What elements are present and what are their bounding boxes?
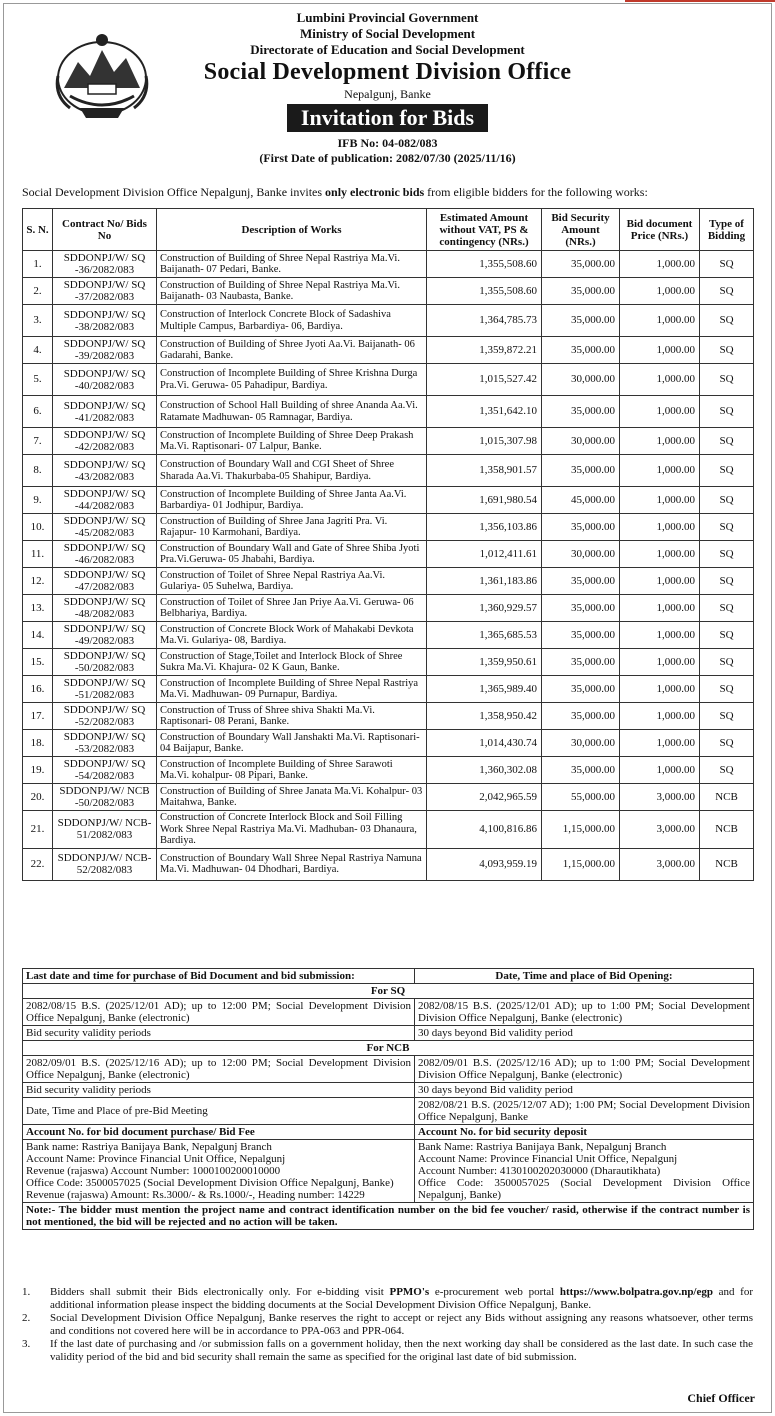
row-bidding-type: SQ xyxy=(700,251,754,278)
row-document-price: 1,000.00 xyxy=(620,514,700,541)
list-item-number: 3. xyxy=(22,1338,31,1350)
row-document-price: 1,000.00 xyxy=(620,278,700,305)
table-row xyxy=(23,541,754,568)
row-description: Construction of Building of Shree Nepal Rastriya Ma.Vi. Baijanath- 07 Pedari, Banke. xyxy=(157,251,427,278)
row-bid-security: 35,000.00 xyxy=(542,305,620,337)
row-description: Construction of Incomplete Building of Shree Nepal Rastriya Ma.Vi. Madhuwan- 09 Purnapur, Bardiya. xyxy=(157,676,427,703)
row-sn: 12. xyxy=(23,568,53,595)
row-bid-security: 55,000.00 xyxy=(542,784,620,811)
row-contract-no: SDDONPJ/W/ SQ -40/2082/083 xyxy=(53,364,157,396)
row-bid-security: 35,000.00 xyxy=(542,337,620,364)
row-contract-no: SDDONPJ/W/ SQ -54/2082/083 xyxy=(53,757,157,784)
intro-text-emphasis: only electronic bids xyxy=(325,185,425,199)
fee-account-number: Revenue (rajaswa) Account Number: 1000100200010000 xyxy=(26,1165,281,1177)
row-bid-security: 30,000.00 xyxy=(542,730,620,757)
sq-validity-value: 30 days beyond Bid validity period xyxy=(415,1026,754,1041)
sq-validity-label: Bid security validity periods xyxy=(23,1026,415,1041)
row-document-price: 1,000.00 xyxy=(620,251,700,278)
row-bid-security: 1,15,000.00 xyxy=(542,811,620,849)
row-estimated-amount: 2,042,965.59 xyxy=(427,784,542,811)
office-location: Nepalgunj, Banke xyxy=(344,87,431,101)
office-title: Social Development Division Office xyxy=(203,59,572,85)
row-document-price: 1,000.00 xyxy=(620,364,700,396)
row-sn: 16. xyxy=(23,676,53,703)
fee-account-details xyxy=(23,1140,415,1203)
bid-info-table xyxy=(22,968,754,1230)
col-header-description: Description of Works xyxy=(157,209,427,251)
table-row xyxy=(23,455,754,487)
row-contract-no: SDDONPJ/W/ SQ -48/2082/083 xyxy=(53,595,157,622)
row-sn: 9. xyxy=(23,487,53,514)
opening-heading: Date, Time and place of Bid Opening: xyxy=(415,969,754,984)
col-header-contract: Contract No/ Bids No xyxy=(53,209,157,251)
row-sn: 14. xyxy=(23,622,53,649)
row-bidding-type: SQ xyxy=(700,305,754,337)
row-document-price: 1,000.00 xyxy=(620,455,700,487)
row-estimated-amount: 1,359,950.61 xyxy=(427,649,542,676)
row-estimated-amount: 1,365,989.40 xyxy=(427,676,542,703)
row-bid-security: 35,000.00 xyxy=(542,251,620,278)
row-bidding-type: SQ xyxy=(700,278,754,305)
list-item xyxy=(22,1338,753,1363)
row-document-price: 1,000.00 xyxy=(620,757,700,784)
row-estimated-amount: 1,014,430.74 xyxy=(427,730,542,757)
table-row xyxy=(23,337,754,364)
deposit-account-heading: Account No. for bid security deposit xyxy=(415,1125,754,1140)
row-contract-no: SDDONPJ/W/ SQ -46/2082/083 xyxy=(53,541,157,568)
row-bid-security: 35,000.00 xyxy=(542,455,620,487)
fee-bank-name: Bank name: Rastriya Banijaya Bank, Nepalgunj Branch xyxy=(26,1141,272,1153)
table-row xyxy=(23,622,754,649)
row-document-price: 1,000.00 xyxy=(620,428,700,455)
table-row xyxy=(23,784,754,811)
row-contract-no: SDDONPJ/W/ SQ -45/2082/083 xyxy=(53,514,157,541)
invitation-banner: Invitation for Bids xyxy=(287,104,488,132)
list-item-text-part: e-procurement web portal xyxy=(429,1286,560,1298)
row-document-price: 1,000.00 xyxy=(620,396,700,428)
row-bid-security: 35,000.00 xyxy=(542,676,620,703)
row-bid-security: 35,000.00 xyxy=(542,396,620,428)
table-row xyxy=(23,396,754,428)
deposit-bank-name: Bank Name: Rastriya Banijaya Bank, Nepalgunj Branch xyxy=(418,1141,667,1153)
row-description: Construction of Building of Shree Jana Jagriti Pra. Vi. Rajapur- 10 Karmohani, Bardiya. xyxy=(157,514,427,541)
document-header xyxy=(0,10,775,166)
row-sn: 2. xyxy=(23,278,53,305)
row-sn: 21. xyxy=(23,811,53,849)
row-sn: 7. xyxy=(23,428,53,455)
row-bid-security: 45,000.00 xyxy=(542,487,620,514)
row-document-price: 1,000.00 xyxy=(620,730,700,757)
row-document-price: 1,000.00 xyxy=(620,337,700,364)
ifb-number: IFB No: 04-082/083 xyxy=(337,136,438,150)
row-description: Construction of Interlock Concrete Block of Sadashiva Multiple Campus, Barbardiya- 06, Bardiya. xyxy=(157,305,427,337)
row-document-price: 1,000.00 xyxy=(620,305,700,337)
row-bidding-type: NCB xyxy=(700,811,754,849)
row-estimated-amount: 1,355,508.60 xyxy=(427,278,542,305)
ncb-submission-deadline: 2082/09/01 B.S. (2025/12/16 AD); up to 12:00 PM; Social Development Division Office Nepalgunj, Banke (electronic) xyxy=(23,1056,415,1083)
publication-date: (First Date of publication: 2082/07/30 (2025/11/16) xyxy=(259,151,516,165)
row-estimated-amount: 1,015,527.42 xyxy=(427,364,542,396)
table-row xyxy=(23,757,754,784)
col-header-estimate: Estimated Amount without VAT, PS & contingency (NRs.) xyxy=(427,209,542,251)
ministry-name: Ministry of Social Development xyxy=(299,26,476,41)
row-contract-no: SDDONPJ/W/ SQ -37/2082/083 xyxy=(53,278,157,305)
row-bidding-type: SQ xyxy=(700,730,754,757)
row-description: Construction of Building of Shree Jyoti Aa.Vi. Baijanath- 06 Gadarahi, Banke. xyxy=(157,337,427,364)
sq-opening-time: 2082/08/15 B.S. (2025/12/01 AD); up to 1:00 PM; Social Development Division Office Nepalgunj, Banke (electronic) xyxy=(415,999,754,1026)
row-contract-no: SDDONPJ/W/ NCB -50/2082/083 xyxy=(53,784,157,811)
row-bidding-type: SQ xyxy=(700,428,754,455)
row-estimated-amount: 1,015,307.98 xyxy=(427,428,542,455)
government-name: Lumbini Provincial Government xyxy=(296,10,479,25)
row-bid-security: 35,000.00 xyxy=(542,703,620,730)
table-row xyxy=(23,595,754,622)
row-contract-no: SDDONPJ/W/ SQ -52/2082/083 xyxy=(53,703,157,730)
prebid-label: Date, Time and Place of pre-Bid Meeting xyxy=(23,1098,415,1125)
table-row xyxy=(23,278,754,305)
row-bidding-type: SQ xyxy=(700,541,754,568)
row-description: Construction of Concrete Block Work of Mahakabi Devkota Ma.Vi. Gulariya- 08, Bardiya. xyxy=(157,622,427,649)
deposit-office-code: Office Code: 3500057025 (Social Development Division Office Nepalgunj, Banke) xyxy=(418,1177,750,1201)
row-bidding-type: SQ xyxy=(700,703,754,730)
intro-text-start: Social Development Division Office Nepalgunj, Banke invites xyxy=(22,185,326,199)
row-document-price: 1,000.00 xyxy=(620,649,700,676)
row-sn: 22. xyxy=(23,848,53,880)
row-estimated-amount: 1,358,901.57 xyxy=(427,455,542,487)
row-bid-security: 1,15,000.00 xyxy=(542,848,620,880)
row-bid-security: 30,000.00 xyxy=(542,364,620,396)
table-row xyxy=(23,428,754,455)
deposit-account-details xyxy=(415,1140,754,1203)
row-contract-no: SDDONPJ/W/ SQ -53/2082/083 xyxy=(53,730,157,757)
row-sn: 5. xyxy=(23,364,53,396)
row-sn: 20. xyxy=(23,784,53,811)
directorate-name: Directorate of Education and Social Development xyxy=(250,42,525,57)
row-estimated-amount: 1,691,980.54 xyxy=(427,487,542,514)
row-bid-security: 35,000.00 xyxy=(542,622,620,649)
intro-paragraph xyxy=(22,186,762,200)
row-bidding-type: SQ xyxy=(700,676,754,703)
top-accent-line xyxy=(625,0,775,2)
table-row xyxy=(23,305,754,337)
row-description: Construction of Boundary Wall and CGI Sheet of Shree Sharada Aa.Vi. Thakurbaba-05 Shahipur, Bardiya. xyxy=(157,455,427,487)
row-estimated-amount: 1,361,183.86 xyxy=(427,568,542,595)
row-bidding-type: NCB xyxy=(700,848,754,880)
row-contract-no: SDDONPJ/W/ SQ -36/2082/083 xyxy=(53,251,157,278)
row-sn: 10. xyxy=(23,514,53,541)
row-bidding-type: SQ xyxy=(700,622,754,649)
row-contract-no: SDDONPJ/W/ SQ -38/2082/083 xyxy=(53,305,157,337)
row-bid-security: 35,000.00 xyxy=(542,514,620,541)
table-row xyxy=(23,568,754,595)
works-table-body xyxy=(23,251,754,881)
ncb-section-heading: For NCB xyxy=(23,1041,754,1056)
row-sn: 17. xyxy=(23,703,53,730)
row-description: Construction of School Hall Building of shree Ananda Aa.Vi. Ratamate Madhuwan- 05 Ramnagar, Bardiya. xyxy=(157,396,427,428)
row-contract-no: SDDONPJ/W/ SQ -39/2082/083 xyxy=(53,337,157,364)
row-sn: 8. xyxy=(23,455,53,487)
row-description: Construction of Building of Shree Nepal Rastriya Ma.Vi. Baijanath- 03 Naubasta, Banke. xyxy=(157,278,427,305)
list-item-text-part: and for additional information please inspect the bidding documents at the Social Development Division Office Nepalgunj, Banke. xyxy=(50,1286,753,1311)
table-row xyxy=(23,487,754,514)
list-item-number: 1. xyxy=(22,1286,31,1298)
row-description: Construction of Truss of Shree shiva Shakti Ma.Vi. Raptisonari- 08 Perani, Banke. xyxy=(157,703,427,730)
row-contract-no: SDDONPJ/W/ SQ -51/2082/083 xyxy=(53,676,157,703)
list-item-text-part: Social Development Division Office Nepalgunj, Banke reserves the right to accept or reject any Bids without assigning any reasons whatsoever, other terms and conditions not covered here will be in accordance to PPA-063 and PPR-064. xyxy=(50,1312,753,1337)
list-item-text-part: Bidders shall submit their Bids electronically only. For e-bidding visit xyxy=(50,1286,390,1298)
row-contract-no: SDDONPJ/W/ SQ -43/2082/083 xyxy=(53,455,157,487)
row-bidding-type: SQ xyxy=(700,757,754,784)
row-description: Construction of Boundary Wall Shree Nepal Rastriya Namuna Ma.Vi. Madhuwan- 04 Dhodhari, Bardiya. xyxy=(157,848,427,880)
fee-account-heading: Account No. for bid document purchase/ Bid Fee xyxy=(23,1125,415,1140)
row-sn: 19. xyxy=(23,757,53,784)
works-table xyxy=(22,208,754,881)
row-document-price: 1,000.00 xyxy=(620,703,700,730)
row-description: Construction of Boundary Wall Janshakti Ma.Vi. Raptisonari- 04 Baijapur, Banke. xyxy=(157,730,427,757)
table-row xyxy=(23,730,754,757)
last-date-heading: Last date and time for purchase of Bid Document and bid submission: xyxy=(23,969,415,984)
row-document-price: 1,000.00 xyxy=(620,541,700,568)
row-description: Construction of Toilet of Shree Jan Priye Aa.Vi. Geruwa- 06 Belbhariya, Bardiya. xyxy=(157,595,427,622)
row-description: Construction of Building of Shree Janata Ma.Vi. Kohalpur- 03 Maitahwa, Banke. xyxy=(157,784,427,811)
row-sn: 15. xyxy=(23,649,53,676)
row-document-price: 1,000.00 xyxy=(620,676,700,703)
row-contract-no: SDDONPJ/W/ SQ -49/2082/083 xyxy=(53,622,157,649)
table-row xyxy=(23,848,754,880)
row-estimated-amount: 1,355,508.60 xyxy=(427,251,542,278)
row-document-price: 3,000.00 xyxy=(620,784,700,811)
row-description: Construction of Stage,Toilet and Interlock Block of Shree Sukra Ma.Vi. Khajura- 02 K Gaun, Banke. xyxy=(157,649,427,676)
col-header-document-price: Bid document Price (NRs.) xyxy=(620,209,700,251)
row-bidding-type: NCB xyxy=(700,784,754,811)
row-document-price: 1,000.00 xyxy=(620,568,700,595)
list-item-emphasis: https://www.bolpatra.gov.np/egp xyxy=(559,1286,713,1298)
list-item-text xyxy=(50,1286,753,1311)
row-contract-no: SDDONPJ/W/ SQ -44/2082/083 xyxy=(53,487,157,514)
row-document-price: 1,000.00 xyxy=(620,595,700,622)
row-estimated-amount: 1,351,642.10 xyxy=(427,396,542,428)
row-bidding-type: SQ xyxy=(700,649,754,676)
table-row xyxy=(23,676,754,703)
deposit-account-number: Account Number: 4130100202030000 (Dharautikhata) xyxy=(418,1165,661,1177)
signature: Chief Officer xyxy=(687,1391,755,1405)
row-estimated-amount: 1,012,411.61 xyxy=(427,541,542,568)
table-row xyxy=(23,703,754,730)
sq-section-heading: For SQ xyxy=(23,984,754,999)
row-bid-security: 30,000.00 xyxy=(542,428,620,455)
row-bidding-type: SQ xyxy=(700,487,754,514)
works-table-header xyxy=(23,209,754,251)
row-contract-no: SDDONPJ/W/ SQ -47/2082/083 xyxy=(53,568,157,595)
row-bidding-type: SQ xyxy=(700,568,754,595)
table-row xyxy=(23,514,754,541)
row-estimated-amount: 1,360,302.08 xyxy=(427,757,542,784)
row-description: Construction of Boundary Wall and Gate of Shree Shiba Jyoti Pra.Vi.Geruwa- 05 Jhabahi, Bardiya. xyxy=(157,541,427,568)
deposit-account-name: Account Name: Province Financial Unit Office, Nepalgunj xyxy=(418,1153,678,1165)
fee-account-name: Account Name: Province Financial Unit Office, Nepalgunj xyxy=(26,1153,286,1165)
ncb-validity-label: Bid security validity periods xyxy=(23,1083,415,1098)
row-bid-security: 35,000.00 xyxy=(542,568,620,595)
list-item-text xyxy=(50,1312,753,1337)
row-estimated-amount: 1,356,103.86 xyxy=(427,514,542,541)
list-item-emphasis: PPMO's xyxy=(389,1286,430,1298)
row-document-price: 1,000.00 xyxy=(620,487,700,514)
table-row xyxy=(23,251,754,278)
prebid-value: 2082/08/21 B.S. (2025/12/07 AD); 1:00 PM; Social Development Division Office Nepalgunj, Banke xyxy=(415,1098,754,1125)
row-bidding-type: SQ xyxy=(700,595,754,622)
rejection-note: Note:- The bidder must mention the project name and contract identification number on the bid fee voucher/ rasid, otherwise if the contract number is not mentioned, the bid will be rejected and no action will be taken. xyxy=(23,1203,754,1230)
row-document-price: 3,000.00 xyxy=(620,811,700,849)
row-estimated-amount: 4,093,959.19 xyxy=(427,848,542,880)
row-sn: 18. xyxy=(23,730,53,757)
ncb-opening-time: 2082/09/01 B.S. (2025/12/16 AD); up to 1:00 PM; Social Development Division Office Nepalgunj, Banke (electronic) xyxy=(415,1056,754,1083)
col-header-sn: S. N. xyxy=(23,209,53,251)
row-document-price: 1,000.00 xyxy=(620,622,700,649)
row-description: Construction of Concrete Interlock Block and Soil Filling Work Shree Nepal Rastriya Ma.Vi. Madhuban- 03 Dhanaura, Bardiya. xyxy=(157,811,427,849)
col-header-bidding-type: Type of Bidding xyxy=(700,209,754,251)
row-contract-no: SDDONPJ/W/ NCB-51/2082/083 xyxy=(53,811,157,849)
row-sn: 6. xyxy=(23,396,53,428)
table-row xyxy=(23,811,754,849)
list-item xyxy=(22,1312,753,1337)
row-bid-security: 35,000.00 xyxy=(542,595,620,622)
row-bidding-type: SQ xyxy=(700,455,754,487)
row-description: Construction of Incomplete Building of Shree Sarawoti Ma.Vi. kohalpur- 08 Pipari, Banke. xyxy=(157,757,427,784)
row-sn: 4. xyxy=(23,337,53,364)
col-header-security: Bid Security Amount (NRs.) xyxy=(542,209,620,251)
intro-text-end: from eligible bidders for the following works: xyxy=(424,185,648,199)
list-item-text-part: If the last date of purchasing and /or submission falls on a government holiday, then the next working day shall be considered as the last date. In such case the validity period of the bid and bid security shall remain the same as specified for the original last date of bid submission. xyxy=(50,1338,753,1363)
row-description: Construction of Incomplete Building of Shree Krishna Durga Pra.Vi. Geruwa- 05 Pahadipur, Bardiya. xyxy=(157,364,427,396)
row-contract-no: SDDONPJ/W/ SQ -42/2082/083 xyxy=(53,428,157,455)
row-bidding-type: SQ xyxy=(700,364,754,396)
row-bid-security: 35,000.00 xyxy=(542,649,620,676)
row-estimated-amount: 1,360,929.57 xyxy=(427,595,542,622)
row-bid-security: 35,000.00 xyxy=(542,278,620,305)
list-item-number: 2. xyxy=(22,1312,31,1324)
row-bidding-type: SQ xyxy=(700,337,754,364)
row-estimated-amount: 1,358,950.42 xyxy=(427,703,542,730)
sq-submission-deadline: 2082/08/15 B.S. (2025/12/01 AD); up to 12:00 PM; Social Development Division Office Nepalgunj, Banke (electronic) xyxy=(23,999,415,1026)
row-bidding-type: SQ xyxy=(700,514,754,541)
row-contract-no: SDDONPJ/W/ SQ -50/2082/083 xyxy=(53,649,157,676)
list-item-text xyxy=(50,1338,753,1363)
terms-list xyxy=(22,1286,753,1364)
fee-revenue-amount: Revenue (rajaswa) Amount: Rs.3000/- & Rs.1000/-, Heading number: 14229 xyxy=(26,1189,365,1201)
table-row xyxy=(23,649,754,676)
fee-office-code: Office Code: 3500057025 (Social Development Division Office Nepalgunj, Banke) xyxy=(26,1177,394,1189)
row-description: Construction of Toilet of Shree Nepal Rastriya Aa.Vi. Gulariya- 05 Suhelwa, Bardiya. xyxy=(157,568,427,595)
ncb-validity-value: 30 days beyond Bid validity period xyxy=(415,1083,754,1098)
row-description: Construction of Incomplete Building of Shree Deep Prakash Ma.Vi. Raptisonari- 07 Lalpur, Banke. xyxy=(157,428,427,455)
table-row xyxy=(23,364,754,396)
row-bidding-type: SQ xyxy=(700,396,754,428)
row-estimated-amount: 4,100,816.86 xyxy=(427,811,542,849)
row-estimated-amount: 1,359,872.21 xyxy=(427,337,542,364)
row-estimated-amount: 1,365,685.53 xyxy=(427,622,542,649)
row-sn: 13. xyxy=(23,595,53,622)
row-bid-security: 30,000.00 xyxy=(542,541,620,568)
row-description: Construction of Incomplete Building of Shree Janta Aa.Vi. Barbardiya- 01 Jodhipur, Bardiya. xyxy=(157,487,427,514)
row-sn: 11. xyxy=(23,541,53,568)
row-estimated-amount: 1,364,785.73 xyxy=(427,305,542,337)
row-contract-no: SDDONPJ/W/ SQ -41/2082/083 xyxy=(53,396,157,428)
row-document-price: 3,000.00 xyxy=(620,848,700,880)
row-bid-security: 35,000.00 xyxy=(542,757,620,784)
row-sn: 1. xyxy=(23,251,53,278)
list-item xyxy=(22,1286,753,1311)
row-contract-no: SDDONPJ/W/ NCB-52/2082/083 xyxy=(53,848,157,880)
row-sn: 3. xyxy=(23,305,53,337)
